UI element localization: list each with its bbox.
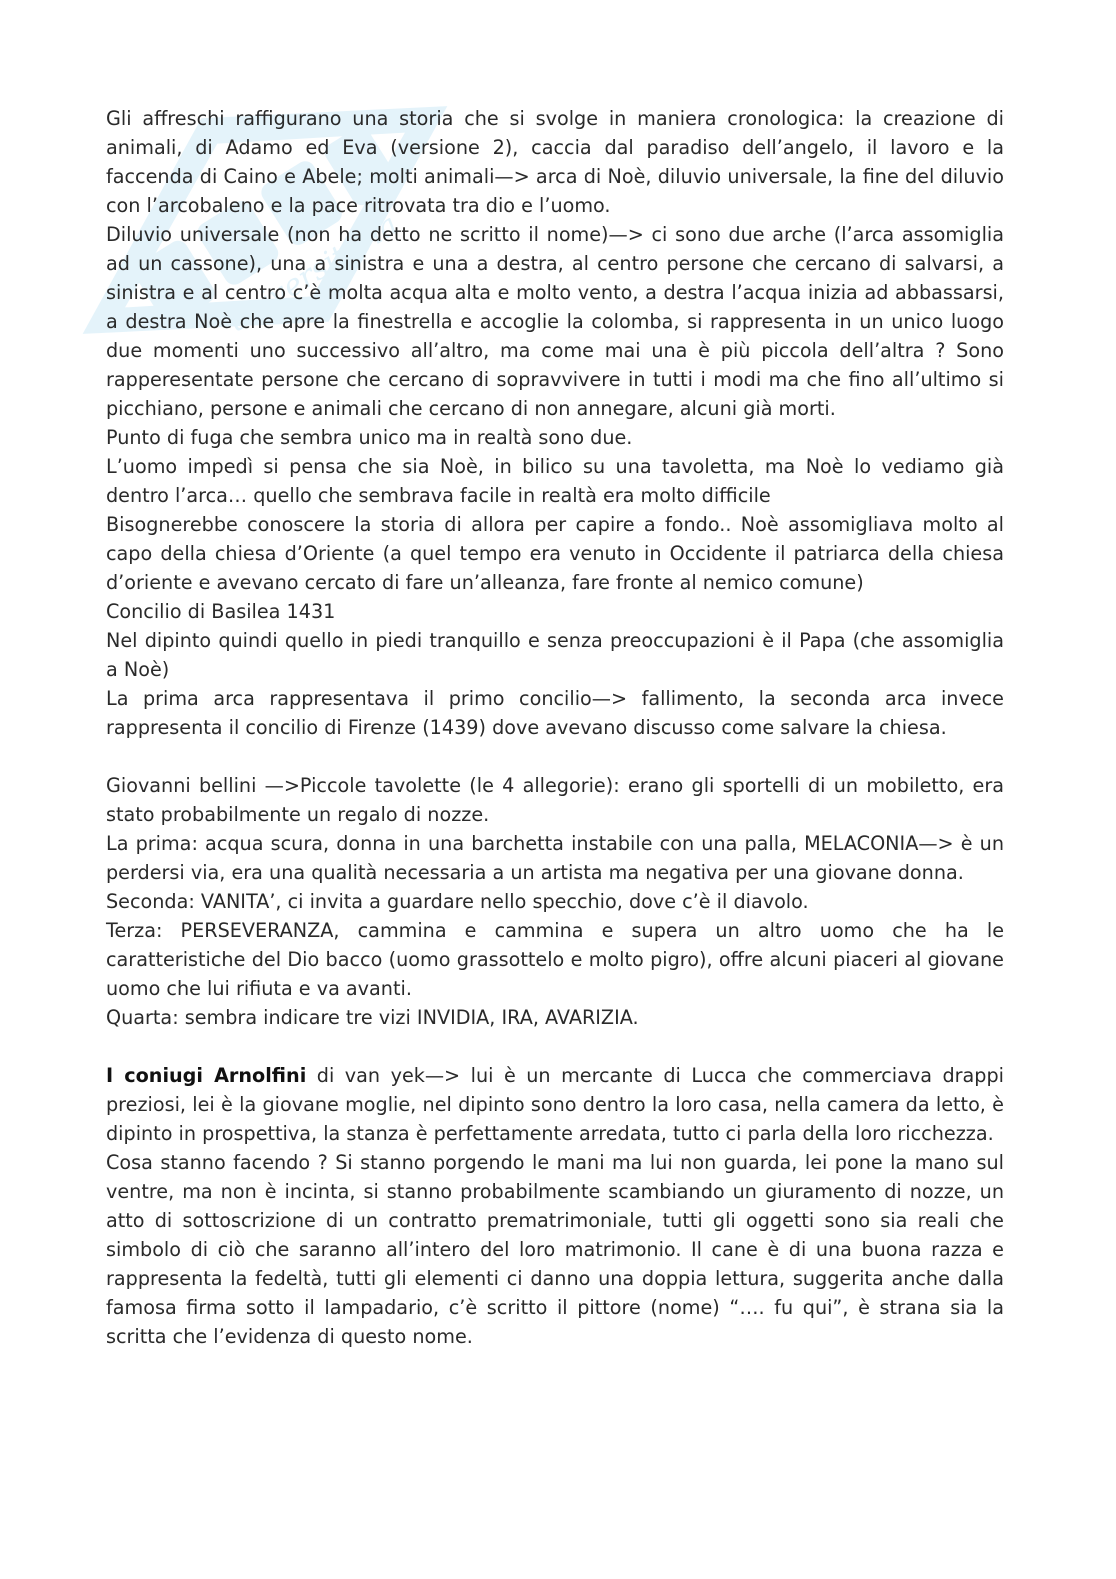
section-heading-arnolfini: I coniugi Arnolfini [106,1064,307,1087]
paragraph-spacer [106,742,1004,771]
paragraph-seconda-allegoria: Seconda: VANITA’, ci invita a guardare nello specchio, dove c’è il diavolo. [106,890,809,913]
paragraph-arnolfini [106,1061,1004,1148]
document-body [106,104,1004,1351]
paragraph-diluvio: Diluvio universale (non ha detto ne scritto il nome)—> ci sono due arche (l’arca assomiglia ad un cassone), una a sinistra e una a destra, al centro persone che cercano di salvarsi, a sinistra e al centro c’è molta acqua alta e molto vento, a destra l’acqua inizia ad abbassarsi, a destra Noè che apre la finestrella e accoglie la colomba, si rappresenta in un unico luogo due momenti uno successivo all’altro, ma come mai una è più piccola dell’altra ? Sono rapperesentate persone che cercano di sopravvivere in tutti i modi ma che fino all’ultimo si picchiano, persone e animali che cercano di non annegare, alcuni già morti. [106,223,1004,420]
paragraph-prima-allegoria: La prima: acqua scura, donna in una barchetta instabile con una palla, MELACONIA—> è un perdersi via, era una qualità necessaria a un artista ma negativa per una giovane donna. [106,832,1004,884]
paragraph-arche: La prima arca rappresentava il primo concilio—> fallimento, la seconda arca invece rappresenta il concilio di Firenze (1439) dove avevano discusso come salvare la chiesa. [106,687,1004,739]
paragraph-terza-allegoria: Terza: PERSEVERANZA, cammina e cammina e supera un altro uomo che ha le caratteristiche del Dio bacco (uomo grassottelo e molto pigro), offre alcuni piaceri al giovane uomo che lui rifiuta e va avanti. [106,919,1004,1000]
paragraph-uomo: L’uomo impedì si pensa che sia Noè, in bilico su una tavoletta, ma Noè lo vediamo già dentro l’arca… quello che sembrava facile in realtà era molto difficile [106,455,1004,507]
paragraph-concilio-basilea: Concilio di Basilea 1431 [106,600,336,623]
paragraph-papa: Nel dipinto quindi quello in piedi tranquillo e senza preoccupazioni è il Papa (che assomiglia a Noè) [106,629,1004,681]
svg-text:universitaria: universitaria [221,207,405,340]
paragraph-arnolfini-text: di van yek—> lui è un mercante di Lucca che commerciava drappi preziosi, lei è la giovane moglie, nel dipinto sono dentro la loro casa, nella camera da letto, è dipinto in prospettiva, la stanza è perfettamente arredata, tutto ci parla della loro ricchezza. [106,1064,1004,1145]
paragraph-punto-di-fuga: Punto di fuga che sembra unico ma in realtà sono due. [106,426,633,449]
paragraph-bellini: Giovanni bellini —>Piccole tavolette (le 4 allegorie): erano gli sportelli di un mobiletto, era stato probabilmente un regalo di nozze. [106,774,1004,826]
paragraph-quarta-allegoria: Quarta: sembra indicare tre vizi INVIDIA, IRA, AVARIZIA. [106,1006,639,1029]
paragraph-storia: Bisognerebbe conoscere la storia di allora per capire a fondo.. Noè assomigliava molto al capo della chiesa d’Oriente (a quel tempo era venuto in Occidente il patriarca della chiesa d’oriente e avevano cercato di fare un’alleanza, fare fronte al nemico comune) [106,513,1004,594]
paragraph-affreschi: Gli affreschi raffigurano una storia che si svolge in maniera cronologica: la creazione di animali, di Adamo ed Eva (versione 2), caccia dal paradiso dell’angelo, il lavoro e la faccenda di Caino e Abele; molti animali—> arca di Noè, diluvio universale, la fine del diluvio con l’arcobaleno e la pace ritrovata tra dio e l’uomo. [106,107,1004,217]
paragraph-cosa-stanno-facendo: Cosa stanno facendo ? Si stanno porgendo le mani ma lui non guarda, lei pone la mano sul ventre, ma non è incinta, si stanno probabilmente scambiando un giuramento di nozze, un atto di sottoscrizione di un contratto prematrimoniale, tutti gli oggetti sono sia reali che simbolo di ciò che saranno all’intero del loro matrimonio. Il cane è di una buona razza e rappresenta la fedeltà, tutti gli elementi ci danno una doppia lettura, suggerita anche dalla famosa firma sotto il lampadario, c’è scritto il pittore (nome) “…. fu qui”, è strana sia la scritta che l’evidenza di questo nome. [106,1151,1004,1348]
paragraph-spacer [106,1032,1004,1061]
